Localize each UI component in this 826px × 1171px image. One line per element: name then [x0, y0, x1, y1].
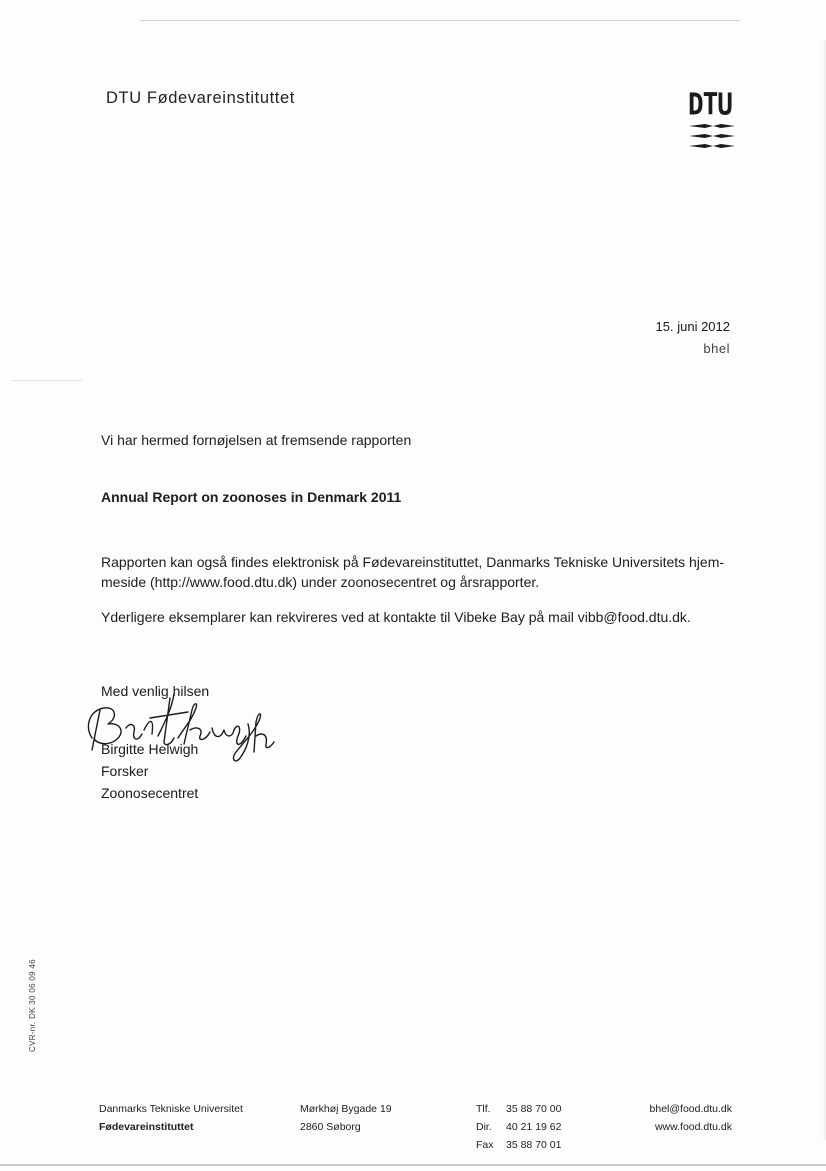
organization-name: DTU Fødevareinstituttet [106, 89, 295, 107]
phone-label: Fax [476, 1139, 494, 1151]
footer-street: Mørkhøj Bygade 19 [300, 1103, 392, 1115]
intro-text: Vi har hermed fornøjelsen at fremsende rapporten [101, 432, 412, 448]
footer-university: Danmarks Tekniske Universitet [99, 1103, 243, 1115]
phone-label: Dir. [476, 1121, 492, 1133]
author-initials: bhel [703, 341, 730, 356]
dtu-logo-text: DTU [688, 88, 732, 123]
closing-salutation: Med venlig hilsen [101, 683, 210, 699]
handwritten-signature [80, 688, 280, 770]
footer-organization [99, 1100, 243, 1136]
phone-row [476, 1118, 561, 1136]
signer-department: Zoonosecentret [101, 785, 199, 801]
signer-role: Forsker [101, 763, 149, 779]
body-line: meside (http://www.food.dtu.dk) under zoonosecentret og årsrapporter. [101, 574, 540, 590]
letter-date: 15. juni 2012 [655, 319, 730, 334]
scan-artifact-line [0, 1164, 826, 1166]
footer-city: 2860 Søborg [300, 1121, 361, 1133]
phone-number: 35 88 70 01 [506, 1139, 562, 1151]
phone-number: 40 21 19 62 [506, 1121, 562, 1133]
dtu-logo [688, 88, 738, 156]
phone-number: 35 88 70 00 [506, 1103, 562, 1115]
scan-edge-shadow [822, 40, 826, 1140]
signer-name: Birgitte Helwigh [101, 741, 199, 757]
phone-row [476, 1100, 561, 1118]
footer-email: bhel@food.dtu.dk [649, 1103, 732, 1115]
contact-paragraph: Yderligere eksemplarer kan rekvireres ved at kontakte til Vibeke Bay på mail vibb@food.dtu.dk. [101, 609, 691, 625]
footer-phones [476, 1100, 561, 1154]
phone-label: Tlf. [476, 1103, 491, 1115]
report-title: Annual Report on zoonoses in Denmark 2011 [101, 489, 402, 505]
scan-artifact-line [140, 20, 740, 21]
body-line: Rapporten kan også findes elektronisk på Fødevareinstituttet, Danmarks Tekniske Universitets hjem- [101, 554, 725, 570]
footer-institute: Fødevareinstituttet [99, 1121, 194, 1133]
cvr-number: CVR-nr. DK 30 06 09 46 [28, 959, 37, 1052]
footer-address [300, 1100, 392, 1136]
body-paragraph [101, 552, 741, 592]
dtu-logo-mark-icon [689, 122, 737, 154]
phone-row [476, 1136, 561, 1154]
scan-artifact-line [12, 380, 82, 381]
footer-contact [620, 1100, 732, 1136]
footer-website: www.food.dtu.dk [654, 1121, 732, 1133]
